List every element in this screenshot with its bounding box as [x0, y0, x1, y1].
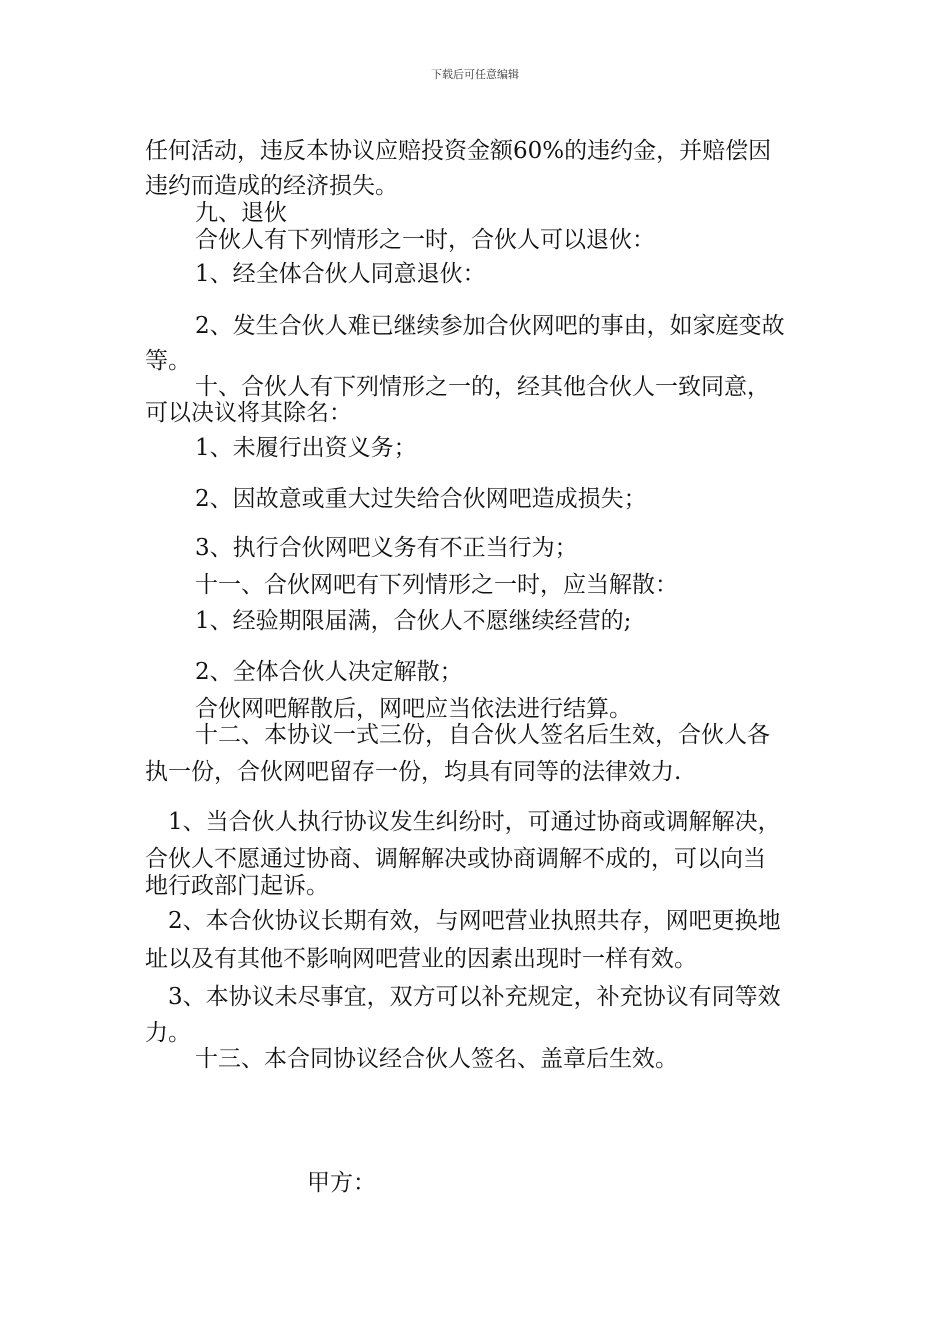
text-line: 等。: [145, 348, 191, 374]
list-item: 2、因故意或重大过失给合伙网吧造成损失；: [195, 486, 647, 512]
section-heading: 九、退伙: [195, 200, 287, 226]
section-heading: 十、合伙人有下列情形之一的，经其他合伙人一致同意，: [195, 374, 770, 400]
list-item: 1、经验期限届满，合伙人不愿继续经营的;: [195, 608, 632, 634]
text-line: 任何活动，违反本协议应赔投资金额60%的违约金，并赔偿因: [145, 138, 772, 164]
list-item: 1、未履行出资义务；: [195, 435, 417, 461]
text-line: 址以及有其他不影响网吧营业的因素出现时一样有效。: [145, 946, 697, 972]
list-item: 3、执行合伙网吧义务有不正当行为；: [195, 535, 578, 561]
list-item: 2、发生合伙人难已继续参加合伙网吧的事由，如家庭变故: [195, 313, 785, 339]
list-item: 2、本合伙协议长期有效，与网吧营业执照共存，网吧更换地: [168, 908, 781, 934]
text-line: 力。: [145, 1020, 191, 1046]
signature-party-a: 甲方：: [307, 1170, 376, 1196]
text-line: 执一份，合伙网吧留存一份，均具有同等的法律效力.: [145, 759, 682, 785]
section-heading: 十二、本协议一式三份，自合伙人签名后生效，合伙人各: [195, 722, 770, 748]
list-item: 1、当合伙人执行协议发生纠纷时，可通过协商或调解解决，: [168, 809, 781, 835]
text-line: 地行政部门起诉。: [145, 873, 329, 899]
text-line: 合伙人有下列情形之一时，合伙人可以退伙：: [195, 227, 655, 253]
text-line: 可以决议将其除名：: [145, 400, 352, 426]
list-item: 3、本协议未尽事宜，双方可以补充规定，补充协议有同等效: [168, 984, 781, 1010]
list-item: 2、全体合伙人决定解散；: [195, 659, 463, 685]
list-item: 1、经全体合伙人同意退伙：: [195, 261, 486, 287]
text-line: 违约而造成的经济损失。: [145, 173, 398, 199]
section-heading: 十一、合伙网吧有下列情形之一时，应当解散：: [195, 572, 678, 598]
text-line: 合伙人不愿通过协商、调解解决或协商调解不成的，可以向当: [145, 846, 766, 872]
page-header: 下载后可任意编辑: [431, 68, 519, 81]
text-line: 合伙网吧解散后，网吧应当依法进行结算。: [195, 696, 632, 722]
section-heading: 十三、本合同协议经合伙人签名、盖章后生效。: [195, 1046, 678, 1072]
